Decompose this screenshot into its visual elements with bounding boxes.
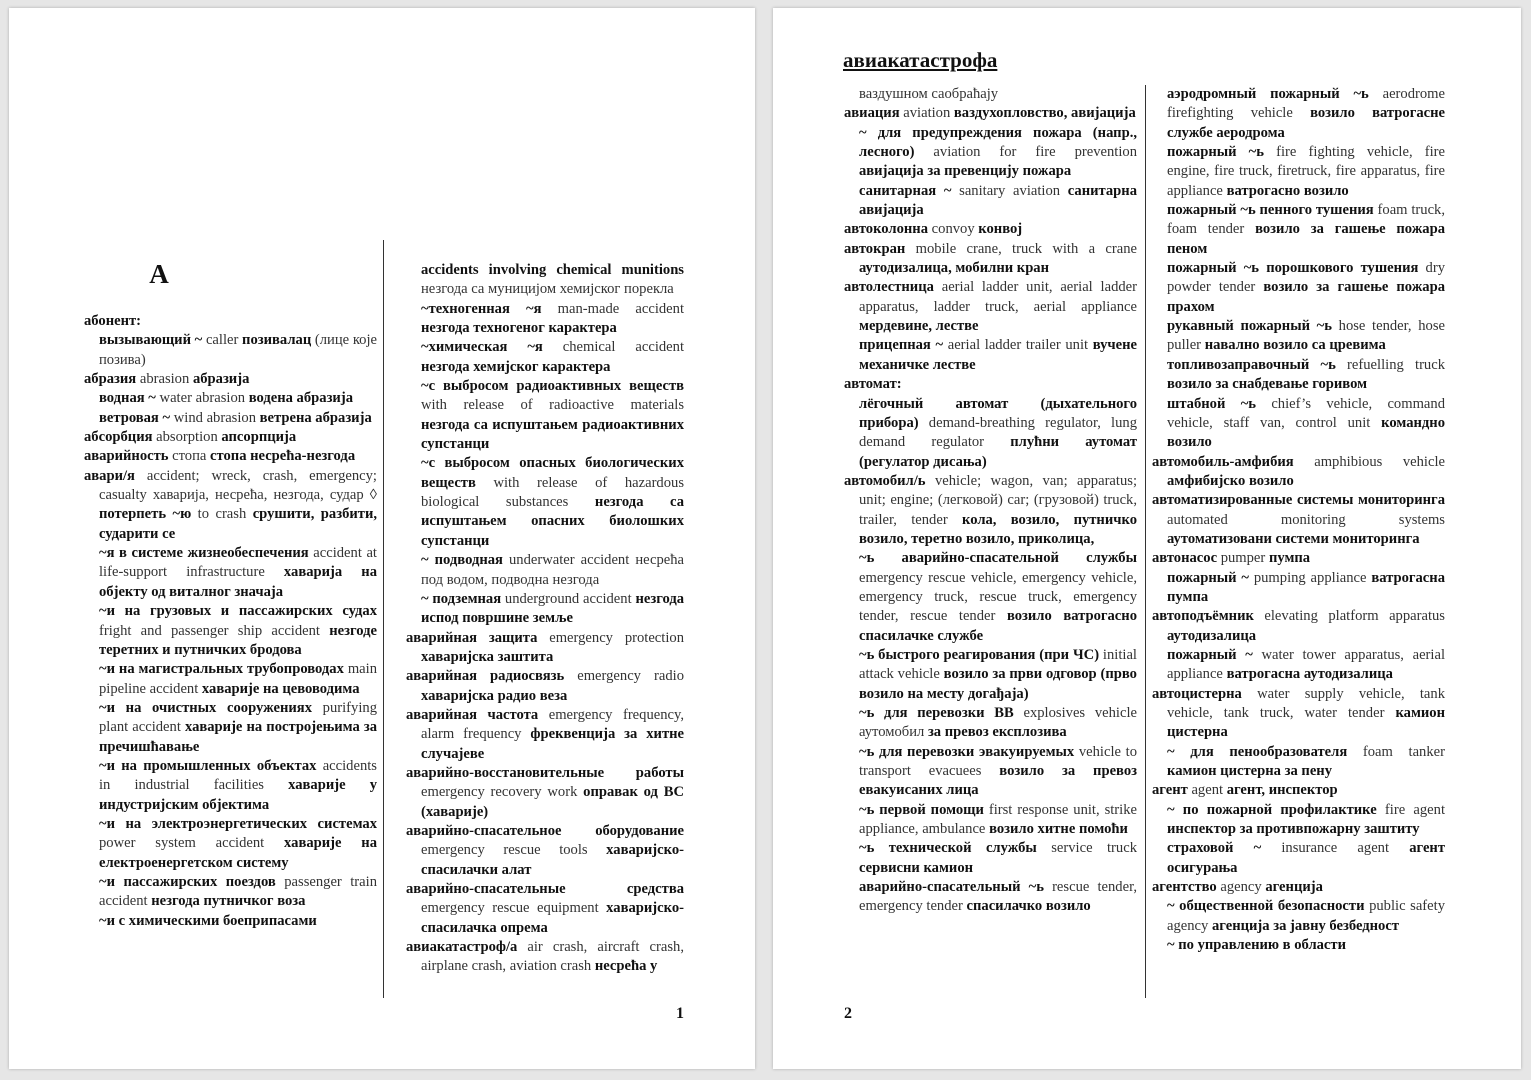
dictionary-entry	[84, 467, 377, 544]
entry-term: ~ь первой помощи	[859, 801, 984, 818]
entry-term: ~химическая ~я	[421, 339, 543, 356]
entry-term: пожарный ~ь порошкового тушения	[1167, 260, 1419, 277]
entry-term: возило за гашење пожара пеном	[1167, 221, 1446, 257]
entry-term: хаваријe у индустријским објектима	[99, 777, 377, 813]
entry-term: штабной ~ь	[1167, 395, 1256, 412]
dictionary-entry	[1152, 569, 1445, 608]
dictionary-entry	[1152, 453, 1445, 492]
entry-term: автомат:	[844, 376, 902, 393]
entry-term: ~и пассажирских поездов	[99, 873, 276, 890]
dictionary-entry	[844, 743, 1137, 801]
entry-translation: insurance agent	[1261, 840, 1410, 857]
entry-translation: rescue tender, emergency tender	[859, 879, 1137, 915]
entry-term: санитарная ~	[859, 182, 952, 199]
entry-term: ~ по управлению в области	[1167, 937, 1346, 954]
column-divider	[383, 240, 384, 998]
dictionary-entry	[1152, 201, 1445, 259]
entry-translation: convoy	[928, 221, 979, 238]
page1-column-left	[84, 312, 377, 931]
entry-translation: passenger train accident	[99, 873, 377, 910]
entry-term: пожарный ~ь	[1167, 144, 1264, 161]
entry-term: плућни аутомат (регулатор дисања)	[859, 434, 1137, 470]
entry-term: камион цистерна	[1167, 705, 1445, 741]
entry-term: хаваријe на постројењима за пречишћавање	[99, 719, 377, 755]
entry-term: ~ подводная	[421, 552, 503, 569]
dictionary-entry	[84, 312, 377, 331]
dictionary-entry	[844, 375, 1137, 394]
entry-term: агенција за јавну безбедност	[1211, 917, 1399, 934]
entry-term: агент, инспектор	[1226, 782, 1338, 799]
column-divider	[1145, 85, 1146, 998]
dictionary-entry	[844, 704, 1137, 743]
entry-translation: chemical accident	[542, 339, 684, 356]
dictionary-entry	[844, 395, 1137, 472]
dictionary-entry	[1152, 395, 1445, 453]
dictionary-entry	[1152, 685, 1445, 743]
entry-translation: foam truck, foam tender	[1167, 202, 1445, 238]
dictionary-entry	[406, 822, 684, 880]
dictionary-entry	[84, 428, 377, 447]
entry-term: ~с выбросом радиоактивных веществ	[421, 378, 684, 395]
entry-translation: water tower apparatus, aerial appliance	[1167, 646, 1445, 683]
entry-term: сервисни камион	[859, 859, 974, 876]
entry-translation: emergency recovery work	[421, 784, 584, 801]
dictionary-entry	[1152, 607, 1445, 646]
page1-column-right	[406, 261, 684, 977]
entry-term: ~и на магистральных трубопроводах	[99, 661, 344, 678]
entry-term: ~и на электроэнергетических системах	[99, 815, 377, 832]
dictionary-entry	[844, 878, 1137, 917]
entry-term: незгода испод површине земље	[421, 590, 685, 627]
entry-translation: with release of radioactive materials	[421, 397, 684, 414]
entry-term: вучене механичке лестве	[859, 337, 1137, 373]
entry-term: хаваријска радио веза	[421, 687, 568, 704]
dictionary-entry	[1152, 743, 1445, 782]
dictionary-entry	[84, 660, 377, 699]
entry-translation: water abrasion	[155, 390, 249, 407]
entry-term: ветрена абразија	[259, 409, 372, 426]
entry-term: аварийно-спасательное оборудование	[406, 822, 684, 839]
dictionary-page-1	[9, 8, 755, 1069]
entry-translation: foam tanker	[1347, 743, 1445, 760]
dictionary-entry	[84, 757, 377, 815]
entry-term: рукавный пожарный ~ь	[1167, 318, 1332, 335]
dictionary-entry	[84, 912, 377, 931]
entry-term: незгода са испуштањем опасних биолошких супстанци	[421, 494, 685, 549]
entry-term: несрећа у	[594, 958, 658, 975]
entry-term: автомобиль-амфибия	[1152, 453, 1294, 470]
entry-term: кола, возило, путничко возило, теретно возило, приколица,	[859, 511, 1137, 547]
entry-term: ~и с химическими боеприпасами	[99, 912, 317, 929]
entry-term: аутоматизовани системи мониторинга	[1167, 530, 1420, 547]
entry-term: хаварија на објекту од виталног значаја	[99, 564, 377, 600]
entry-term: авијација за превенцију пожара	[859, 163, 1072, 180]
dictionary-entry	[406, 377, 684, 454]
entry-term: авари/я	[84, 467, 135, 484]
entry-term: санитарна авијација	[859, 182, 1138, 219]
entry-term: ~ь быстрого реагирования (при ЧС)	[859, 646, 1100, 663]
dictionary-entry	[406, 338, 684, 377]
entry-translation: agency	[1216, 879, 1266, 896]
dictionary-entry	[84, 699, 377, 757]
dictionary-entry	[406, 300, 684, 339]
entry-term: ~ подземная	[421, 590, 502, 607]
entry-term: срушити, разбити, сударити се	[99, 506, 378, 542]
entry-translation: dry powder tender	[1167, 260, 1445, 296]
entry-term: аварийно-спасательные средства	[406, 881, 684, 897]
entry-term: вызывающий ~	[99, 332, 203, 349]
entry-translation: power system accident	[99, 835, 285, 852]
entry-term: оправак од ВС (хаварије)	[421, 784, 684, 820]
entry-term: ~ь технической службы	[859, 840, 1037, 857]
entry-translation: agent	[1187, 782, 1227, 799]
dictionary-entry	[406, 938, 684, 977]
entry-term: хаваријска заштита	[421, 648, 554, 665]
entry-term: аварийная радиосвязь	[406, 668, 565, 685]
entry-term: прицепная ~	[859, 337, 944, 354]
entry-term: амфибијско возило	[1167, 472, 1294, 489]
entry-term: незгода техногеног карактера	[421, 320, 617, 337]
entry-term: аварийно-спасательный ~ь	[859, 879, 1044, 896]
dictionary-entry	[1152, 491, 1445, 549]
entry-translation: demand-breathing regulator, lung demand regulator	[859, 414, 1137, 451]
entry-term: ватрогасно возило	[1226, 182, 1349, 199]
entry-translation: underwater accident несрећа под водом, подводна незгода	[421, 552, 685, 588]
entry-translation: wind abrasion	[170, 409, 260, 426]
dictionary-entry	[84, 602, 377, 660]
dictionary-entry	[1152, 143, 1445, 201]
entry-translation: chief’s vehicle, command vehicle, staff van, control unit	[1167, 395, 1445, 431]
entry-term: возило хитне помоћи	[989, 821, 1128, 838]
dictionary-entry	[1152, 781, 1445, 800]
entry-translation: water supply vehicle, tank vehicle, tank truck, water tender	[1167, 685, 1445, 721]
dictionary-entry	[406, 629, 684, 668]
entry-translation: air crash, aircraft crash, airplane crash, aviation crash	[421, 939, 684, 975]
entry-translation: vehicle to transport evacuees	[859, 743, 1137, 780]
dictionary-entry	[1152, 801, 1445, 840]
dictionary-entry	[84, 389, 377, 408]
page-number: 1	[676, 1005, 684, 1022]
entry-term: страховой ~	[1167, 840, 1262, 857]
section-letter: A	[149, 259, 169, 289]
dictionary-entry	[84, 815, 377, 873]
entry-translation: fright and passenger ship accident	[99, 622, 330, 639]
dictionary-entry	[1152, 317, 1445, 356]
dictionary-entry	[1152, 259, 1445, 317]
dictionary-entry	[844, 104, 1137, 123]
entry-translation: fire agent	[1376, 801, 1446, 818]
entry-term: пумпа	[1268, 550, 1311, 567]
entry-translation: caller	[202, 332, 243, 349]
entry-term: навално возило са цревима	[1204, 337, 1386, 354]
dictionary-entry	[1152, 936, 1445, 955]
entry-translation: emergency rescue tools	[421, 842, 607, 859]
entry-term: ~техногенная ~я	[421, 300, 542, 317]
entry-translation: purifying plant accident	[99, 699, 377, 736]
entry-term: хаварије на електроенергетском систему	[99, 835, 377, 871]
entry-term: инспектор за противпожарну заштиту	[1167, 821, 1420, 838]
dictionary-entry	[844, 220, 1137, 239]
entry-term: незгода путничког воза	[151, 893, 306, 910]
entry-translation: main pipeline accident	[99, 661, 377, 697]
entry-translation: accidents in industrial facilities	[99, 757, 377, 794]
page2-column-right	[1152, 85, 1445, 955]
dictionary-entry	[84, 447, 377, 466]
entry-term: авиакатастроф/а	[406, 939, 518, 956]
entry-translation: aviation for fire prevention	[914, 144, 1137, 161]
dictionary-entry	[406, 667, 684, 706]
entry-term: конвој	[978, 221, 1023, 238]
entry-term: за превоз експлозива	[927, 724, 1067, 741]
entry-term: ватрогасна пумпа	[1167, 569, 1445, 605]
entry-translation: aviation	[899, 105, 954, 122]
entry-term: позивалац	[242, 332, 312, 349]
entry-term: возило ватрогасне службе аеродрома	[1167, 105, 1445, 141]
dictionary-entry	[1152, 878, 1445, 897]
entry-translation: underground accident	[501, 590, 636, 607]
entry-translation: sanitary aviation	[951, 182, 1068, 199]
dictionary-entry	[844, 646, 1137, 704]
entry-translation: public safety agency	[1167, 898, 1445, 934]
dictionary-entry	[406, 261, 684, 300]
entry-term: мердевине, лестве	[859, 318, 979, 335]
dictionary-entry	[1152, 85, 1445, 143]
entry-translation: (лице које позива)	[99, 332, 378, 368]
entry-term: аутодизалица, мобилни кран	[859, 260, 1050, 277]
entry-term: абразија	[192, 371, 250, 388]
dictionary-entry	[1152, 356, 1445, 395]
dictionary-entry	[1152, 839, 1445, 878]
entry-term: авиация	[844, 105, 900, 122]
entry-term: ~ по пожарной профилактике	[1167, 801, 1377, 818]
dictionary-entry	[844, 124, 1137, 182]
entry-term: абсорбция	[84, 429, 153, 446]
entry-term: аварийная защита	[406, 629, 538, 646]
entry-translation: pumper	[1217, 550, 1269, 567]
entry-translation: service truck	[1036, 840, 1137, 857]
entry-term: ~ь для перевозки ВВ	[859, 705, 1014, 721]
entry-term: автомобил/ь	[844, 472, 926, 489]
entry-term: спасилачко возило	[966, 898, 1091, 915]
page2-column-left	[844, 85, 1137, 917]
entry-translation: emergency rescue equipment	[421, 900, 607, 917]
entry-translation: first response unit, strike appliance, ambulance	[859, 801, 1137, 838]
dictionary-entry	[84, 544, 377, 602]
dictionary-entry	[1152, 897, 1445, 936]
entry-term: агент	[1152, 782, 1188, 799]
entry-term: возило за превоз евакуисаних лица	[859, 763, 1137, 799]
entry-term: ваздухопловство, авијација	[953, 105, 1136, 122]
dictionary-entry	[84, 370, 377, 389]
entry-term: аварийная частота	[406, 706, 539, 723]
dictionary-entry	[84, 409, 377, 428]
entry-term: абразия	[84, 371, 137, 388]
entry-term: незгоде теретних и путничких бродова	[99, 622, 377, 658]
entry-translation: ваздушном саобраћају	[859, 86, 999, 102]
dictionary-entry	[844, 85, 1137, 104]
dictionary-entry	[844, 240, 1137, 279]
entry-translation: hose tender, hose puller	[1167, 318, 1445, 354]
entry-term: автоколонна	[844, 221, 929, 238]
entry-term: командно возило	[1167, 414, 1445, 451]
entry-term: пожарный ~ь пенного тушения	[1167, 202, 1374, 219]
entry-term: ~и на грузовых и пассажирских судах	[99, 603, 377, 620]
entry-translation: emergency protection	[537, 629, 684, 646]
dictionary-entry	[844, 182, 1137, 221]
dictionary-entry	[844, 839, 1137, 878]
entry-term: ~и на очистных сооружениях	[99, 699, 312, 716]
entry-translation: emergency rescue vehicle, emergency vehicle, emergency truck, rescue truck, emergency tender, rescue tender	[859, 569, 1137, 625]
entry-translation: with release of hazardous biological substances	[421, 474, 684, 511]
entry-term: возило за први одговор (прво возило на месту догађаја)	[859, 666, 1137, 702]
entry-term: хаваријско-спасилачки алат	[421, 842, 684, 878]
entry-term: агентство	[1152, 879, 1217, 896]
entry-term: незгода са испуштањем радиоактивних супстанци	[421, 416, 684, 453]
entry-translation: elevating platform apparatus	[1253, 608, 1445, 625]
entry-term: ~ для пенообразователя	[1167, 743, 1348, 760]
entry-term: автоподъёмник	[1152, 608, 1254, 625]
dictionary-entry	[406, 764, 684, 822]
entry-term: автонасос	[1152, 550, 1218, 567]
entry-translation: emergency radio	[564, 668, 684, 685]
dictionary-entry	[406, 590, 684, 629]
page-number: 2	[844, 1005, 852, 1022]
entry-translation: emergency frequency, alarm frequency	[421, 706, 684, 743]
entry-translation: aerial ladder trailer unit	[943, 337, 1093, 354]
entry-term: хаваријe на цевоводима	[201, 680, 360, 697]
entry-term: водена абразија	[248, 390, 353, 407]
entry-term: потерпеть ~ю	[99, 506, 192, 523]
entry-translation: accident at life-support infrastructure	[99, 545, 377, 581]
entry-translation: to crash	[191, 506, 253, 523]
entry-term: ~и на промышленных объектах	[99, 757, 317, 774]
dictionary-entry	[84, 331, 377, 370]
entry-translation: man-made accident	[541, 300, 684, 317]
entry-translation: стопа	[168, 448, 211, 465]
entry-term: ~ общественной безопасности	[1167, 898, 1365, 915]
dictionary-entry	[84, 873, 377, 912]
entry-term: стопа несрећа-незгода	[210, 448, 356, 465]
dictionary-entry	[406, 551, 684, 590]
entry-term: лёгочный автомат (дыхательного прибора)	[859, 395, 1137, 431]
entry-term: возило за гашење пожара прахом	[1167, 279, 1446, 315]
entry-translation: amphibious vehicle	[1293, 453, 1445, 470]
entry-translation: explosives vehicle аутомобил	[859, 705, 1137, 741]
entry-term: апсорпција	[221, 429, 297, 446]
dictionary-entry	[844, 801, 1137, 840]
entry-term: аварийность	[84, 448, 169, 465]
entry-translation: accident; wreck, crash, emergency; casualty хаварија, несрећа, незгода, судар ◊	[99, 467, 377, 504]
entry-term: водная ~	[99, 390, 156, 407]
entry-term: возило ватрогасно спасилачке службе	[859, 608, 1137, 644]
entry-term: агенција	[1265, 879, 1323, 896]
entry-term: accidents involving chemical munitions	[421, 262, 684, 278]
entry-term: автолестница	[844, 279, 934, 296]
entry-term: абонент:	[84, 313, 142, 329]
entry-translation: refuelling truck	[1335, 356, 1445, 373]
entry-translation: initial attack vehicle	[859, 646, 1137, 683]
entry-translation: mobile crane, truck with a crane	[905, 240, 1137, 257]
entry-term: ~ь аварийно-спасательной службы	[859, 550, 1137, 567]
entry-term: хаваријско-спасилачка опрема	[421, 900, 684, 936]
dictionary-entry	[844, 336, 1137, 375]
entry-term: пожарный ~	[1167, 646, 1253, 663]
dictionary-entry	[406, 880, 684, 938]
entry-term: ветровая ~	[99, 409, 171, 426]
entry-term: ~ь для перевозки эвакуируемых	[859, 743, 1075, 760]
entry-translation: незгода са муницијом хемијског порекла	[421, 281, 674, 298]
entry-term: камион цистерна за пену	[1167, 763, 1332, 780]
entry-term: ~с выбросом опасных биологических веществ	[421, 455, 684, 491]
dictionary-entry	[1152, 646, 1445, 685]
entry-term: автокран	[844, 240, 906, 257]
entry-term: автоцистерна	[1152, 685, 1242, 702]
entry-term: аварийно-восстановительные работы	[406, 764, 684, 781]
entry-term: аутодизалица	[1167, 627, 1257, 644]
entry-term: аэродромный пожарный ~ь	[1167, 86, 1369, 102]
dictionary-page-2	[773, 8, 1521, 1069]
entry-term: топливозаправочный ~ь	[1167, 356, 1336, 373]
entry-term: агент осигурања	[1167, 840, 1446, 876]
dictionary-entry	[844, 549, 1137, 646]
entry-term: ватрогасна аутодизалица	[1226, 666, 1393, 683]
entry-translation: vehicle; wagon, van; apparatus; unit; engine; (легковой) car; (грузовой) truck, trailer, tender	[859, 472, 1137, 528]
dictionary-entry	[1152, 549, 1445, 568]
entry-term: пожарный ~	[1167, 569, 1249, 586]
entry-term: ~я в системе жизнеобеспечения	[99, 545, 309, 562]
entry-translation: pumping appliance	[1248, 569, 1372, 586]
entry-translation: abrasion	[136, 371, 193, 388]
entry-translation: absorption	[152, 429, 222, 446]
dictionary-entry	[406, 706, 684, 764]
entry-translation: aerodrome firefighting vehicle	[1167, 86, 1446, 122]
entry-term: фреквенција за хитне случајеве	[421, 726, 685, 762]
entry-term: возило за снабдевање горивом	[1167, 376, 1368, 393]
entry-translation: fire fighting vehicle, fire engine, fire truck, firetruck, fire apparatus, fire appliance	[1167, 144, 1445, 199]
entry-translation: automated monitoring systems	[1167, 511, 1445, 528]
entry-term: автоматизированные системы мониторинга	[1152, 492, 1445, 509]
entry-term: ~ для предупреждения пожара (напр., лесного)	[859, 124, 1137, 161]
dictionary-entry	[844, 278, 1137, 336]
entry-translation: aerial ladder unit, aerial ladder apparatus, ladder truck, aerial appliance	[859, 279, 1137, 315]
dictionary-entry	[844, 472, 1137, 549]
running-header: авиакатастрофа	[843, 48, 998, 72]
entry-term: незгода хемијског карактера	[421, 358, 611, 375]
dictionary-entry	[406, 454, 684, 551]
